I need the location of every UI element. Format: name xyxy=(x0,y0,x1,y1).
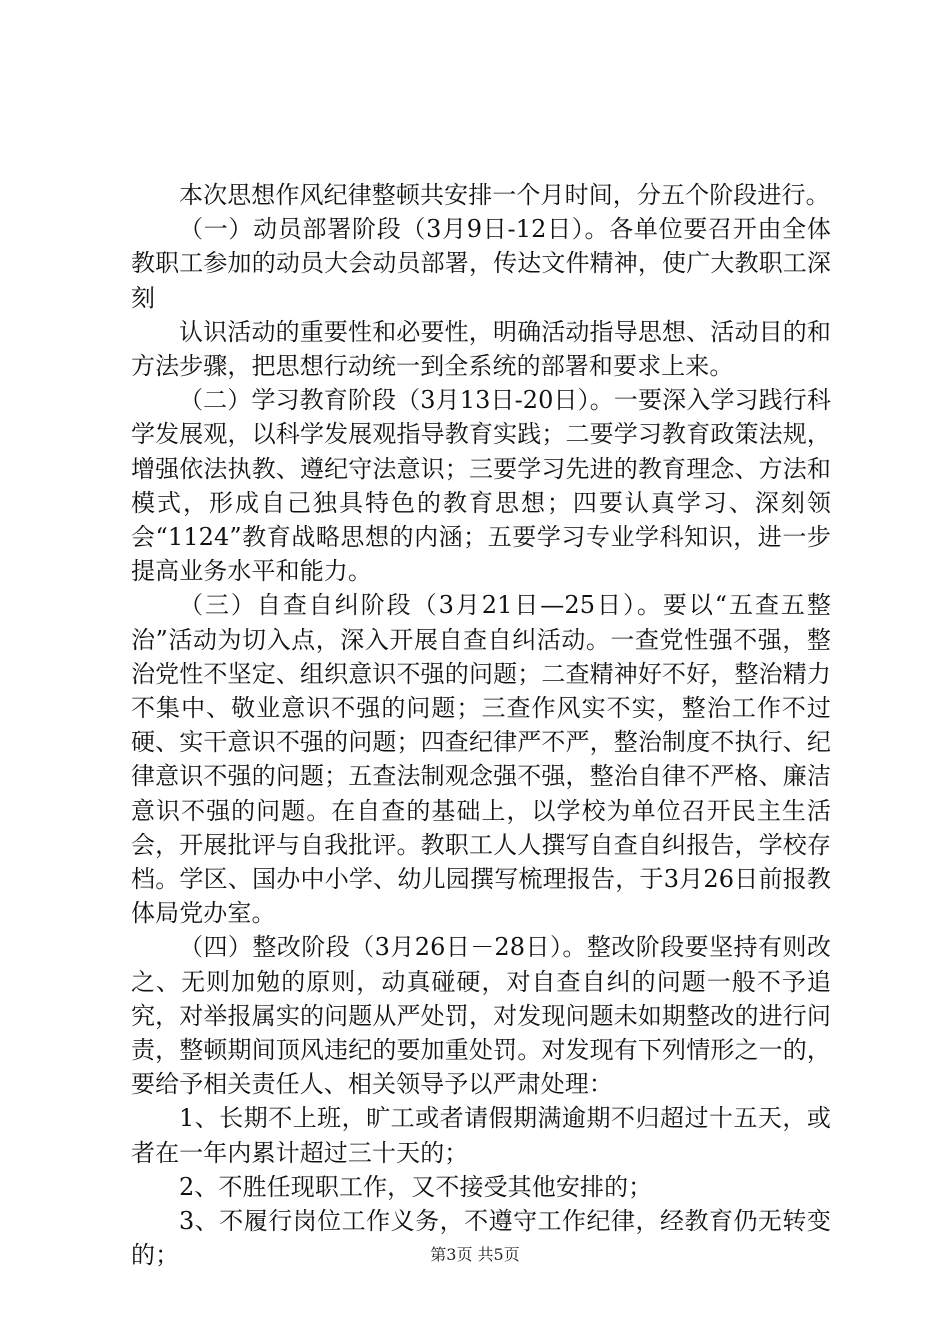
paragraph-stage-1: （一）动员部署阶段（3月9日-12日）。各单位要召开由全体教职工参加的动员大会动员部署，传达文件精神，使广大教职工深刻 xyxy=(131,215,831,312)
paragraph-intro: 本次思想作风纪律整顿共安排一个月时间，分五个阶段进行。 xyxy=(179,181,830,209)
paragraph-stage-2: （二）学习教育阶段（3月13日-20日）。一要深入学习践行科学发展观，以科学发展观指导教育实践；二要学习教育政策法规，增强依法执教、遵纪守法意识；三要学习先进的教育理念、方法和模式，形成自己独具特色的教育思想；四要认真学习、深刻领会“1124”教育战略思想的内涵；五要学习专业学科知识，进一步提高业务水平和能力。 xyxy=(131,386,831,586)
paragraph-stage-4: （四）整改阶段（3月26日－28日）。整改阶段要坚持有则改之、无则加勉的原则，动真碰硬，对自查自纠的问题一般不予追究，对举报属实的问题从严处罚，对发现问题未如期整改的进行问责，整顿期间顶风违纪的要加重处罚。对发现有下列情形之一的，要给予相关责任人、相关领导予以严肃处理： xyxy=(131,933,831,1099)
list-item-3: 3、不履行岗位工作义务，不遵守工作纪律，经教育仍无转变的； xyxy=(131,1207,831,1270)
paragraph-stage-1-continued: 认识活动的重要性和必要性，明确活动指导思想、活动目的和方法步骤，把思想行动统一到全系统的部署和要求上来。 xyxy=(131,317,831,381)
page-number-footer: 第3页 共5页 xyxy=(430,1245,520,1264)
list-item-1: 1、长期不上班，旷工或者请假期满逾期不归超过十五天，或者在一年内累计超过三十天的； xyxy=(131,1104,831,1167)
paragraph-stage-3: （三）自查自纠阶段（3月21日—25日）。要以“五查五整治”活动为切入点，深入开展自查自纠活动。一查党性强不强，整治党性不坚定、组织意识不强的问题；二查精神好不好，整治精力不集中、敬业意识不强的问题；三查作风实不实，整治工作不过硬、实干意识不强的问题；四查纪律严不严，整治制度不执行、纪律意识不强的问题；五查法制观念强不强，整治自律不严格、廉洁意识不强的问题。在自查的基础上，以学校为单位召开民主生活会，开展批评与自我批评。教职工人人撰写自查自纠报告，学校存档。学区、国办中小学、幼儿园撰写梳理报告，于3月26日前报教体局党办室。 xyxy=(131,591,831,928)
list-item-2: 2、不胜任现职工作，又不接受其他安排的； xyxy=(179,1172,653,1201)
document-body xyxy=(131,178,831,1273)
